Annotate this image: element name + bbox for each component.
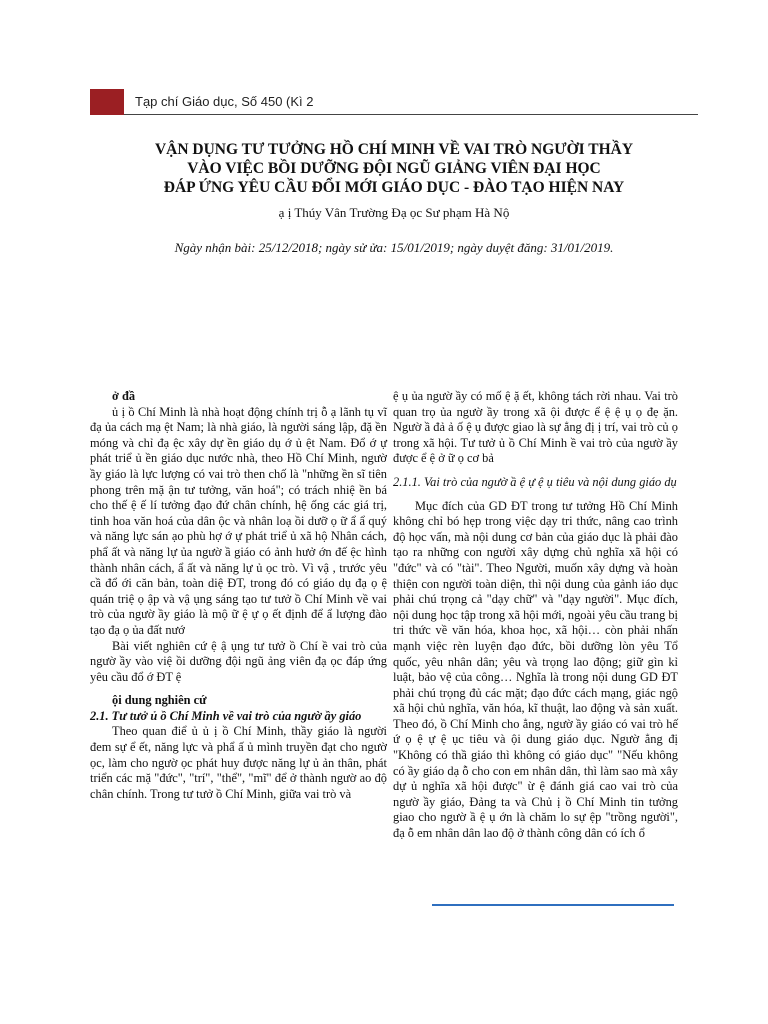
header-accent-bar	[90, 89, 124, 115]
paragraph: ội dung nghiên cứ	[112, 693, 207, 708]
title-line-3: ĐÁP ỨNG YÊU CẦU ĐỔI MỚI GIÁO DỤC - ĐÀO TẠO HIỆN NAY	[163, 179, 625, 196]
paragraph: 2.1.1. Vai trò của ngườ ầ ệ ự ệ ụ tiêu và nội dung giáo dụ	[393, 474, 677, 489]
paragraph: ệ ụ ủa ngườ ầy có mố ệ ặ ết, không tách rời nhau. Vai trò quan trọ ủa ngườ ầy trong xã ội được ể ệ ệ ụ ọ đẹ ặn. Ngườ ầ đả ả ố ệ ụ được giao là sự ẳng đị ị trí, vai trò củ ọ trong xã hội. Tư tưở ủ ồ Chí Minh ề vai trò của ngườ ầy được ể ệ ở ữ ọ cơ bả	[393, 389, 678, 466]
right-column	[393, 389, 678, 842]
author-line: ạ ị Thúy Vân Trường Đạ ọc Sư phạm Hà Nộ	[278, 205, 510, 220]
article-title	[90, 140, 698, 197]
paragraph: ủ ị ồ Chí Minh là nhà hoạt động chính trị ỗ ạ lãnh tụ vĩ đạ ủa cách mạ ệt Nam; là nhà giáo, là người sáng lập, đặ ền móng và chỉ đạ ệc xây dự ền giáo dụ ớ ủ ệt Nam. Đổ ớ ự phát triể ủ ền giáo dục nước nhà, theo Hồ Chí Minh, ngườ ầy giáo là lực lượng có vai trò then chố là "những ền sĩ tiên phong trên mặ ận tư tưởng, văn hoá"; có trách nhiệ ền bá cho thế ệ ế lí tưởng đạo đứ chân chính, hệ ống các giá trị, tinh hoa văn hoá của dân ộc và nhân loạ ồi dưỡ ọ ữ ẩ ẩ quý và năng lực sán ạo phù hợ ớ ự phát triể ủ xã hộ Nhân cách, phẩ ất và năng lự ủa ngườ ầ giáo có ảnh hưở ớn đế ệc hình thành nhân cách, ẩ ất và năng lự ủ ọc trò. Vì vậ , trước yêu cầ đổ ới căn bản, toàn diệ ĐT, trong đó có giáo dụ đạ ọ ệ quán triệ ọ ập và vậ ụng sáng tạo tư tưở ồ Chí Minh về vai trò của ngườ ầy giáo là mộ ữ ệ ự ọ ết định để ẩ lượng đào tạo đạ ọ ủa đất nướ	[90, 404, 387, 637]
title-line-1: VẬN DỤNG TƯ TƯỞNG HỒ CHÍ MINH VỀ VAI TRÒ NGƯỜI THẦY	[154, 141, 634, 158]
left-column	[90, 389, 387, 802]
paragraph: 2.1. Tư tưở ủ ồ Chí Minh về vai trò của ngườ ầy giáo	[90, 708, 362, 723]
title-line-2: VÀO VIỆC BỒI DƯỠNG ĐỘI NGŨ GIẢNG VIÊN ĐẠI HỌC	[187, 160, 601, 177]
footnote-rule	[432, 904, 674, 906]
journal-header: Tạp chí Giáo dục, Số 450 (Kì 2	[135, 94, 314, 109]
paragraph: ở đầ	[112, 389, 136, 403]
paragraph: Mục đích của GD ĐT trong tư tưởng Hồ Chí Minh không chỉ bó hẹp trong việc dạy tri thức, nâng cao trình độ học vấn, mà nội dung cơ bản của giáo dục là phải đào tạo ra những con người xây dựng chủ nghĩa xã hội có "đức" và có "tài". Theo Người, muốn xây dựng và hoàn thiện con người toàn diện, thì nội dung của gảnh iáo dục phải chú trọng cả "dạy chữ" và "dạy người". Mục đích, nội dung học tập trong xã hội mới, ngoài yêu cầu trang bị tri thức về văn hóa, khoa học, xã hội… còn phải nhấn mạnh việc rèn luyện đạo đức, bồi dưỡng lòn yêu Tổ quốc, yêu nhân dân; yêu và trọng lao động; giữ gìn kỉ luật, bảo vệ của công… Nghĩa là trong nội dung GD ĐT phải chú trọng đủ các mặt; đạo đức cách mạng, giác ngộ xã hội chủ nghĩa, văn hóa, kĩ thuật, lao động và sản xuất. Theo đó, ồ Chí Minh cho ẳng, ngườ ầy giáo có vai trò hế ứ ọ ệ ự ệ ục tiêu và ội dung giáo dục. Ngườ ẳng đị "Không có thầ giáo thì không có giáo dục" "Nếu không có ầy giáo dạ ỗ cho con em nhân dân, thì làm sao mà xây dự ủ nghĩa xã hội được" ừ ệ đánh giá cao vai trò của ngườ ầy giáo, Đảng ta và Chủ ị ồ Chí Minh tin tưởng giao cho ngườ ầ ệ ụ ớn là chăm lo sự ệp "trồng người", đạ ỗ em nhân dân lao độ ở thành công dân có ích ổ	[393, 498, 678, 841]
submission-dates: Ngày nhận bài: 25/12/2018; ngày sử ửa: 15/01/2019; ngày duyệt đăng: 31/01/2019.	[174, 240, 614, 255]
paragraph: Theo quan điể ủ ủ ị ồ Chí Minh, thầy giáo là người đem sự ể ết, năng lực và phẩ ấ ủ mình truyền đạt cho ngườ ọc, làm cho ngườ ọc phát huy được năng lự ủ ản thân, phát triển các mặ "đức", "trí", "thể", "mĩ" để ở thành ngườ ao độ chân chính. Trong tư tưở ồ Chí Minh, giữa vai trò và	[90, 724, 387, 801]
paragraph: Bài viết nghiên cứ ệ ậ ụng tư tưở ồ Chí ề vai trò của ngườ ầy vào việ ồi dưỡng đội ngũ ảng viên đạ ọc đáp ứng yêu cầu đổ ớ ĐT ệ	[90, 638, 387, 684]
header-rule	[124, 114, 698, 115]
